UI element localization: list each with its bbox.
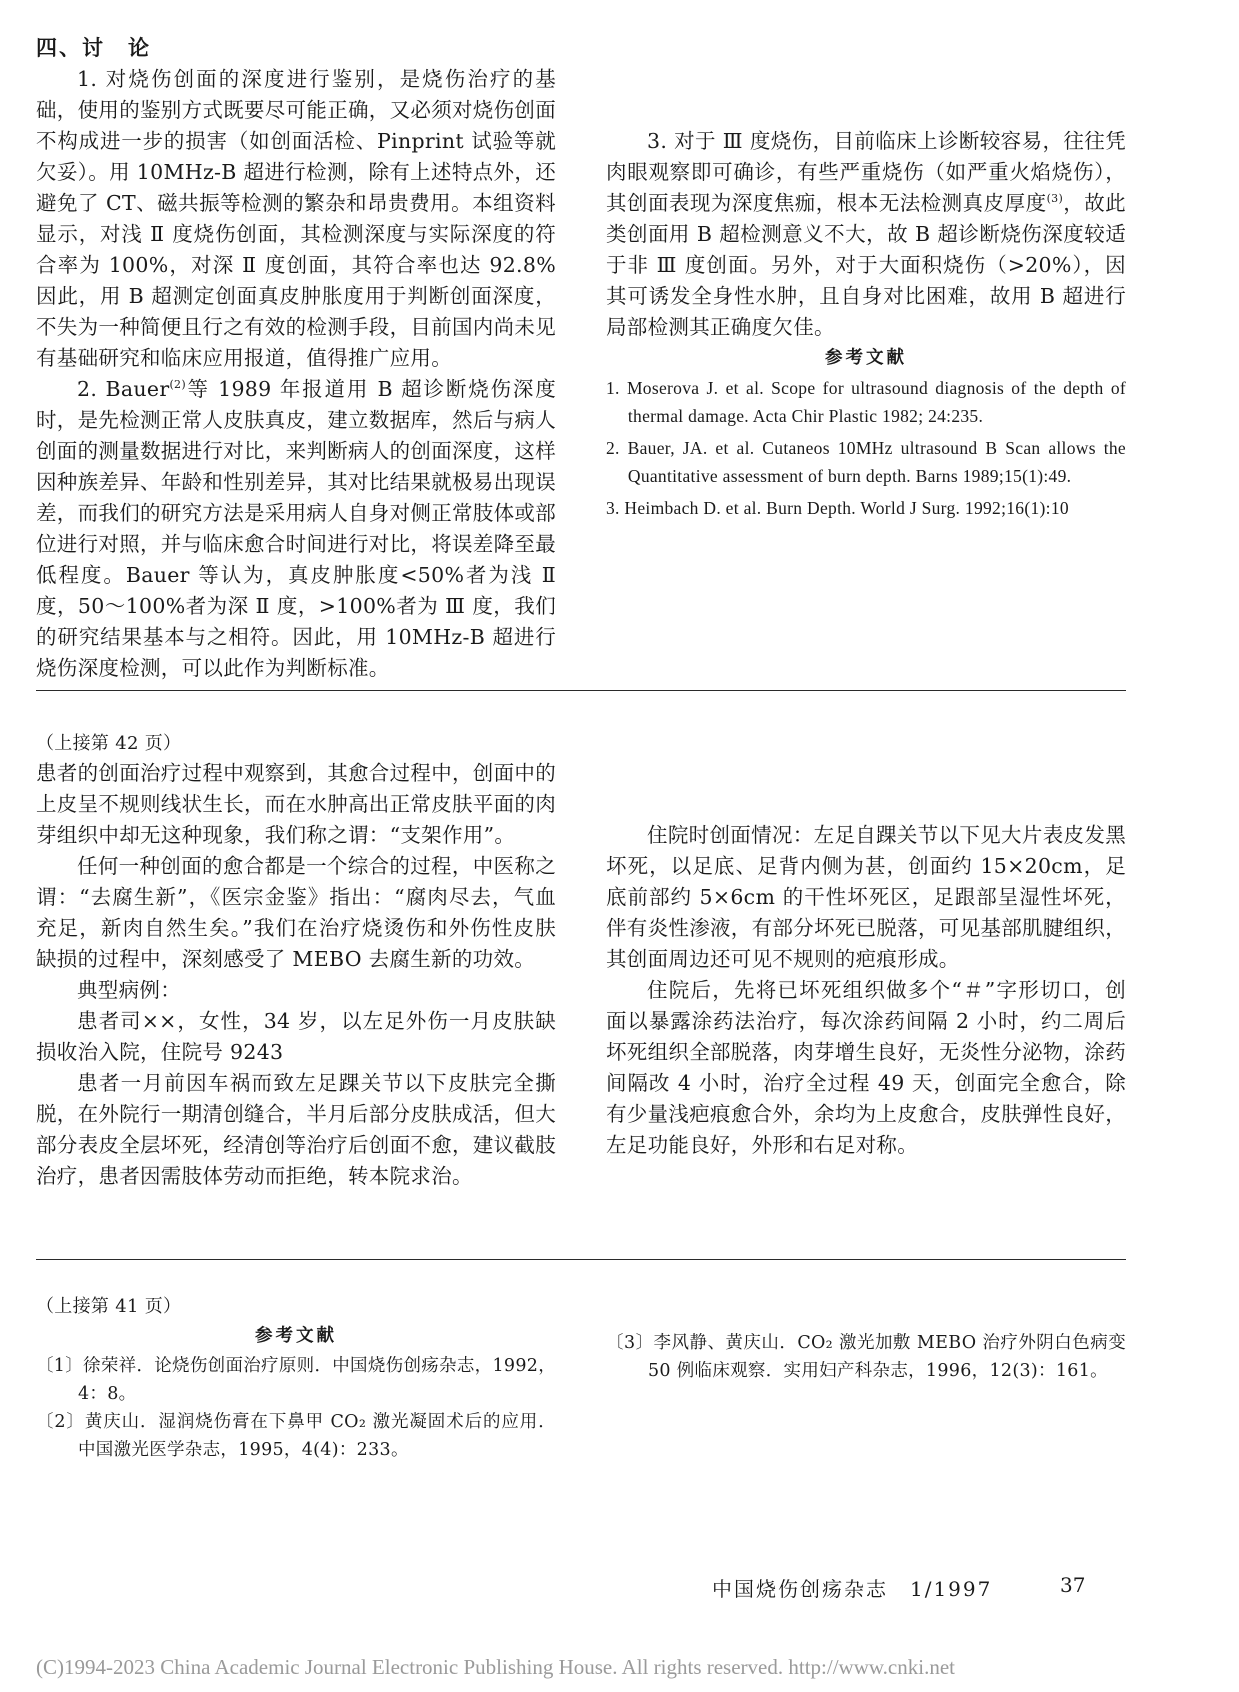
article3-references-list [36, 1352, 556, 1464]
p2-text-b: 等 1989 年报道用 B 超诊断烧伤深度时，是先检测正常人皮肤真皮，建立数据库，然后与病人创面的测量数据进行对比，来判断病人的创面深度，这样因种族差异、年龄和性别差异，其对比结果就极易出现误差，而我们的研究方法是采用病人自身对侧正常肢体或部位进行对照，并与临床愈合时间进行对比，将误差降至最低程度。Bauer 等认为，真皮肿胀度<50%者为浅 Ⅱ 度，50～100%者为深 Ⅱ 度，>100%者为 Ⅲ 度，我们的研究结果基本与之相符。因此，用 10MHz-B 超进行烧伤深度检测，可以此作为判断标准。 [36, 377, 556, 680]
article2-paragraph-5: 患者一月前因车祸而致左足踝关节以下皮肤完全撕脱，在外院行一期清创缝合，半月后部分皮肤成活，但大部分表皮全层坏死，经清创等治疗后创面不愈，建议截肢治疗，患者因需肢体劳动而拒绝，转本院求治。 [36, 1071, 556, 1188]
references-title: 参考文献 [825, 348, 907, 368]
references-list [606, 374, 1126, 522]
article2-paragraph-4: 患者司××，女性，34 岁，以左足外伤一月皮肤缺损收治入院，住院号 9243 [36, 1009, 556, 1064]
article2-right-column [606, 758, 1126, 1161]
article3-left-column [36, 1293, 556, 1464]
article2-case-heading: 典型病例： [77, 978, 181, 1002]
reference-item: 〔2〕黄庆山．湿润烧伤膏在下鼻甲 CO₂ 激光凝固术后的应用．中国激光医学杂志，1995，4(4)：233。 [36, 1412, 556, 1460]
citation-2-superscript: (2) [169, 378, 186, 392]
p3-text-a: 3. 对于 Ⅲ 度烧伤，目前临床上诊断较容易，往往凭肉眼观察即可确诊，有些严重烧伤（如严重火焰烧伤），其创面表现为深度焦痂，根本无法检测真皮厚度 [606, 129, 1126, 215]
section-divider [36, 1259, 1126, 1260]
article2-paragraph-6: 住院时创面情况：左足自踝关节以下见大片表皮发黑坏死，以足底、足背内侧为甚，创面约 15×20cm，足底前部约 5×6cm 的干性坏死区，足跟部呈湿性坏死，伴有炎性渗液，有部分坏死已脱落，可见基部肌腱组织，其创面周边还可见不规则的疤痕形成。 [606, 823, 1126, 971]
discussion-heading: 四、讨 论 [36, 36, 151, 60]
p2-text-a: 2. Bauer [77, 377, 170, 401]
section-divider [36, 690, 1126, 691]
continued-from-page-41: （上接第 41 页） [36, 1296, 182, 1317]
citation-3-superscript: (3) [1046, 192, 1064, 206]
reference-item: 〔1〕徐荣祥．论烧伤创面治疗原则．中国烧伤创疡杂志，1992，4：8。 [36, 1356, 556, 1404]
discussion-paragraph-1: 1. 对烧伤创面的深度进行鉴别，是烧伤治疗的基础，使用的鉴别方式既要尽可能正确，又必须对烧伤创面不构成进一步的损害（如创面活检、Pinprint 试验等就欠妥）。用 10MHz-B 超进行检测，除有上述特点外，还避免了 CT、磁共振等检测的繁杂和昂贵费用。本组资料显示，对浅 Ⅱ 度烧伤创面，其检测深度与实际深度的符合率为 100%，对深 Ⅱ 度创面，其符合率也达 92.8%因此，用 B 超测定创面真皮肿胀度用于判断创面深度，不失为一种简便且行之有效的检测手段，目前国内尚未见有基础研究和临床应用报道，值得推广应用。 [36, 67, 556, 370]
article2-paragraph-7: 住院后，先将已坏死组织做多个“＃”字形切口，创面以暴露涂药法治疗，每次涂药间隔 2 小时，约二周后坏死组织全部脱落，肉芽增生良好，无炎性分泌物，涂药间隔改 4 小时，治疗全过程 49 天，创面完全愈合，除有少量浅疤痕愈合外，余均为上皮愈合，皮肤弹性良好，左足功能良好，外形和右足对称。 [606, 978, 1126, 1157]
journal-footer: 中国烧伤创疡杂志 1/1997 [712, 1577, 993, 1601]
reference-item: 1. Moserova J. et al. Scope for ultrasound diagnosis of the depth of thermal damage. Acta Chir Plastic 1982; 24:235. [606, 378, 1126, 426]
article2-paragraph-2: 任何一种创面的愈合都是一个综合的过程，中医称之谓：“去腐生新”，《医宗金鉴》指出：“腐肉尽去，气血充足，新肉自然生矣。”我们在治疗烧烫伤和外伤性皮肤缺损的过程中，深刻感受了 MEBO 去腐生新的功效。 [36, 854, 556, 971]
copyright-notice: (C)1994-2023 China Academic Journal Electronic Publishing House. All rights reserved. http://www.cnki.net [36, 1655, 955, 1679]
continued-from-page-42: （上接第 42 页） [36, 733, 182, 754]
article3-references-list-cont [606, 1329, 1126, 1385]
article3-references-title: 参考文献 [255, 1326, 337, 1346]
article2-paragraph-1: 患者的创面治疗过程中观察到，其愈合过程中，创面中的上皮呈不规则线状生长，而在水肿高出正常皮肤平面的肉芽组织中却无这种现象，我们称之谓：“支架作用”。 [36, 761, 556, 847]
discussion-left-column [36, 33, 556, 684]
reference-item: 3. Heimbach D. et al. Burn Depth. World J Surg. 1992;16(1):10 [606, 498, 1069, 518]
reference-item: 〔3〕李风静、黄庆山．CO₂ 激光加敷 MEBO 治疗外阴白色病变 50 例临床观察．实用妇产科杂志，1996，12(3)：161。 [606, 1333, 1126, 1381]
p3-text-b: ，故此类创面用 B 超检测意义不大，故 B 超诊断烧伤深度较适于非 Ⅲ 度创面。另外，对于大面积烧伤（>20%），因其可诱发全身性水肿，且自身对比困难，故用 B 超进行局部检测其正确度欠佳。 [606, 191, 1126, 339]
discussion-right-column-text [606, 33, 1126, 526]
discussion-paragraph-2 [36, 374, 556, 684]
article2-left-column [36, 730, 556, 1192]
page-number: 37 [1060, 1573, 1086, 1597]
article3-right-column [606, 1329, 1126, 1385]
reference-item: 2. Bauer, JA. et al. Cutaneos 10MHz ultrasound B Scan allows the Quantitative assessment of burn depth. Barns 1989;15(1):49. [606, 438, 1126, 486]
discussion-paragraph-3 [606, 126, 1126, 343]
